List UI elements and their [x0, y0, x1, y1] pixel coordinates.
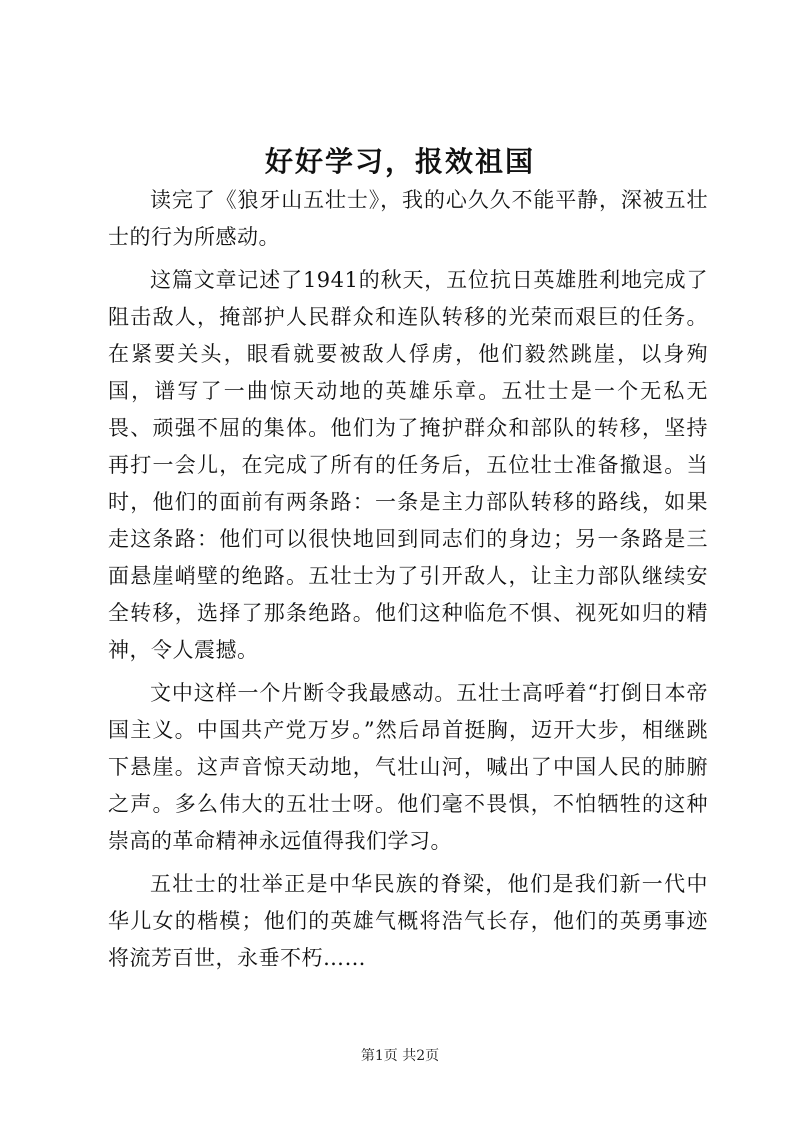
document-body: [108, 182, 708, 983]
paragraph-3: 文中这样一个片断令我最感动。五壮士高呼着“打倒日本帝国主义。中国共产党万岁。”然后昂首挺胸，迈开大步，相继跳下悬崖。这声音惊天动地，气壮山河，喊出了中国人民的肺腑之声。多么伟大的五壮士呀。他们毫不畏惧，不怕牺牲的这种崇高的革命精神永远值得我们学习。: [108, 681, 708, 853]
paragraph-4: 五壮士的壮举正是中华民族的脊梁，他们是我们新一代中华儿女的楷模；他们的英雄气概将浩气长存，他们的英勇事迹将流芳百世，永垂不朽……: [108, 872, 708, 970]
paragraph-2: 这篇文章记述了1941的秋天，五位抗日英雄胜利地完成了阻击敌人，掩部护人民群众和连队转移的光荣而艰巨的任务。在紧要关头，眼看就要被敌人俘虏，他们毅然跳崖，以身殉国，谱写了一曲惊天动地的英雄乐章。五壮士是一个无私无畏、顽强不屈的集体。他们为了掩护群众和部队的转移，坚持再打一会儿，在完成了所有的任务后，五位壮士准备撤退。当时，他们的面前有两条路：一条是主力部队转移的路线，如果走这条路：他们可以很快地回到同志们的身边；另一条路是三面悬崖峭壁的绝路。五壮士为了引开敌人，让主力部队继续安全转移，选择了那条绝路。他们这种临危不惧、视死如归的精神，令人震撼。: [108, 268, 708, 662]
page-number-footer: 第1页 共2页: [360, 1048, 440, 1064]
paragraph-1: 读完了《狼牙山五壮士》，我的心久久不能平静，深被五壮士的行为所感动。: [108, 188, 708, 249]
document-title: 好好学习，报效祖国: [264, 145, 535, 178]
